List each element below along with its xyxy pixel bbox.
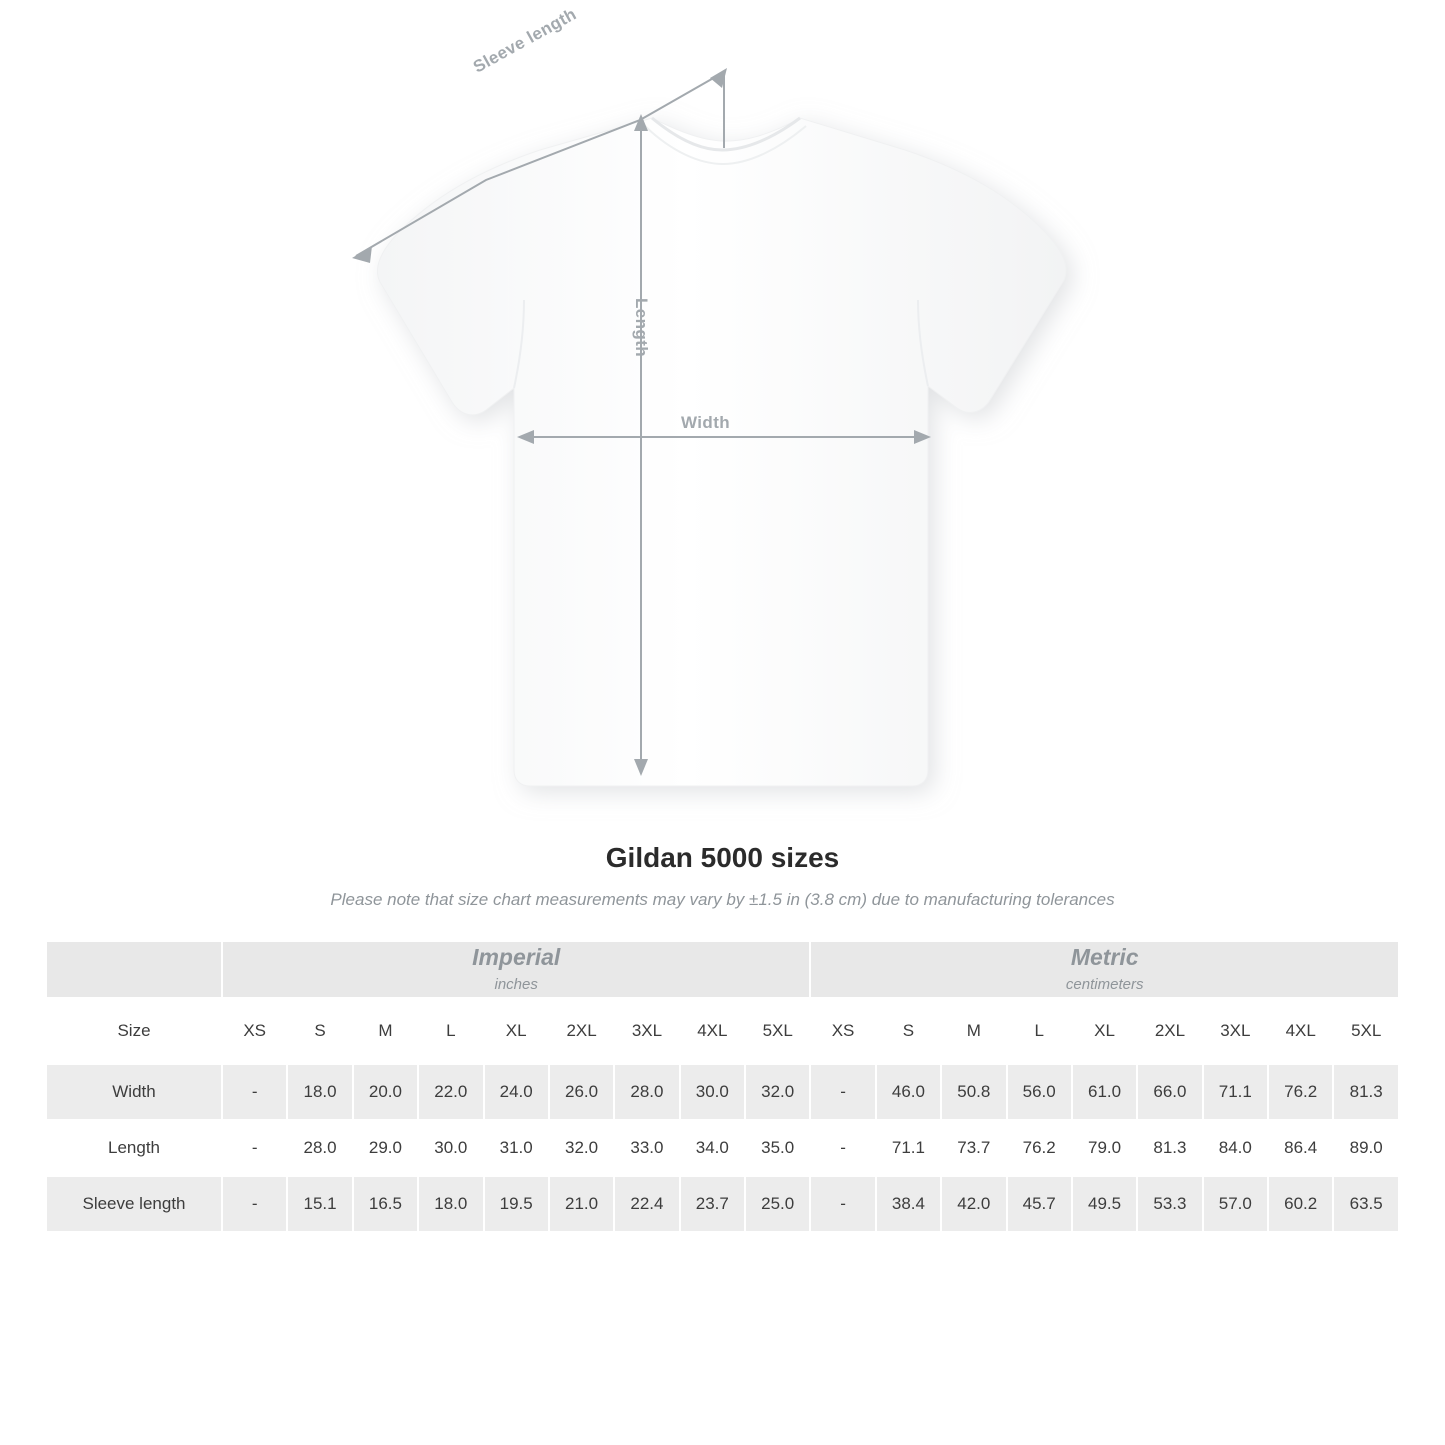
cell-sleeve-imp-6: 22.4 [614,1176,679,1232]
cell-length-met-6: 84.0 [1203,1120,1268,1176]
table-row [46,1120,1399,1176]
cell-sleeve-met-5: 53.3 [1137,1176,1202,1232]
cell-length-met-7: 86.4 [1268,1120,1333,1176]
cell-sleeve-met-8: 63.5 [1333,1176,1399,1232]
cell-length-imp-2: 29.0 [353,1120,418,1176]
size-header-imp-6: 3XL [614,998,679,1064]
cell-width-met-2: 50.8 [941,1064,1006,1120]
cell-width-imp-7: 30.0 [680,1064,745,1120]
cell-length-imp-7: 34.0 [680,1120,745,1176]
cell-sleeve-met-1: 38.4 [876,1176,941,1232]
cell-sleeve-met-6: 57.0 [1203,1176,1268,1232]
size-header-imp-5: 2XL [549,998,614,1064]
cell-length-imp-5: 32.0 [549,1120,614,1176]
size-table-wrapper [45,940,1400,1233]
cell-length-met-4: 79.0 [1072,1120,1137,1176]
cell-length-met-1: 71.1 [876,1120,941,1176]
size-header-imp-8: 5XL [745,998,810,1064]
cell-length-imp-6: 33.0 [614,1120,679,1176]
size-header-met-3: L [1007,998,1072,1064]
cell-width-imp-3: 22.0 [418,1064,483,1120]
unit-header-metric [810,941,1399,998]
cell-sleeve-met-2: 42.0 [941,1176,1006,1232]
cell-length-imp-1: 28.0 [287,1120,352,1176]
size-header-row [46,998,1399,1064]
size-header-imp-0: XS [222,998,287,1064]
cell-width-imp-5: 26.0 [549,1064,614,1120]
size-header-met-2: M [941,998,1006,1064]
size-chart-table [45,940,1400,1233]
size-header-met-8: 5XL [1333,998,1399,1064]
row-label-width: Width [46,1064,222,1120]
cell-width-met-7: 76.2 [1268,1064,1333,1120]
cell-width-imp-1: 18.0 [287,1064,352,1120]
width-label: Width [681,413,731,432]
cell-sleeve-imp-5: 21.0 [549,1176,614,1232]
size-header-imp-7: 4XL [680,998,745,1064]
size-header-met-0: XS [810,998,875,1064]
row-label-sleeve-length: Sleeve length [46,1176,222,1232]
cell-sleeve-met-4: 49.5 [1072,1176,1137,1232]
unit-sub-metric: centimeters [1065,976,1144,994]
cell-length-imp-8: 35.0 [745,1120,810,1176]
cell-length-met-2: 73.7 [941,1120,1006,1176]
cell-width-met-4: 61.0 [1072,1064,1137,1120]
cell-sleeve-imp-7: 23.7 [680,1176,745,1232]
unit-header-imperial [222,941,810,998]
cell-length-imp-0: - [222,1120,287,1176]
cell-sleeve-imp-3: 18.0 [418,1176,483,1232]
cell-length-imp-4: 31.0 [484,1120,549,1176]
row-label-length: Length [46,1120,222,1176]
page-title: Gildan 5000 sizes [605,842,840,873]
size-header-met-7: 4XL [1268,998,1333,1064]
length-label: Length [632,298,651,358]
cell-length-met-8: 89.0 [1333,1120,1399,1176]
cell-length-met-0: - [810,1120,875,1176]
cell-width-imp-0: - [222,1064,287,1120]
unit-header-row [46,941,1399,998]
unit-name-imperial: Imperial [472,944,561,970]
sleeve-length-label: Sleeve length [470,4,580,77]
unit-sub-imperial: inches [494,976,538,994]
cell-width-met-6: 71.1 [1203,1064,1268,1120]
size-header-imp-1: S [287,998,352,1064]
title-block [0,842,1445,910]
cell-width-imp-4: 24.0 [484,1064,549,1120]
cell-sleeve-imp-0: - [222,1176,287,1232]
cell-length-met-3: 76.2 [1007,1120,1072,1176]
unit-header-spacer [46,941,222,998]
cell-length-imp-3: 30.0 [418,1120,483,1176]
table-row [46,1176,1399,1232]
cell-width-met-3: 56.0 [1007,1064,1072,1120]
size-header-met-6: 3XL [1203,998,1268,1064]
cell-width-met-5: 66.0 [1137,1064,1202,1120]
cell-width-met-1: 46.0 [876,1064,941,1120]
tolerance-note: Please note that size chart measurements may vary by ±1.5 in (3.8 cm) due to manufacturing tolerances [330,890,1115,909]
cell-sleeve-imp-4: 19.5 [484,1176,549,1232]
unit-name-metric: Metric [1070,944,1139,970]
cell-width-imp-8: 32.0 [745,1064,810,1120]
size-header-imp-3: L [418,998,483,1064]
cell-width-met-8: 81.3 [1333,1064,1399,1120]
cell-sleeve-imp-1: 15.1 [287,1176,352,1232]
cell-width-imp-6: 28.0 [614,1064,679,1120]
size-header-met-1: S [876,998,941,1064]
cell-length-met-5: 81.3 [1137,1120,1202,1176]
cell-sleeve-met-7: 60.2 [1268,1176,1333,1232]
cell-width-imp-2: 20.0 [353,1064,418,1120]
size-col-header: Size [46,998,222,1064]
cell-sleeve-imp-8: 25.0 [745,1176,810,1232]
cell-sleeve-met-0: - [810,1176,875,1232]
cell-width-met-0: - [810,1064,875,1120]
size-header-imp-4: XL [484,998,549,1064]
cell-sleeve-met-3: 45.7 [1007,1176,1072,1232]
table-row [46,1064,1399,1120]
size-header-met-4: XL [1072,998,1137,1064]
size-header-met-5: 2XL [1137,998,1202,1064]
cell-sleeve-imp-2: 16.5 [353,1176,418,1232]
size-header-imp-2: M [353,998,418,1064]
